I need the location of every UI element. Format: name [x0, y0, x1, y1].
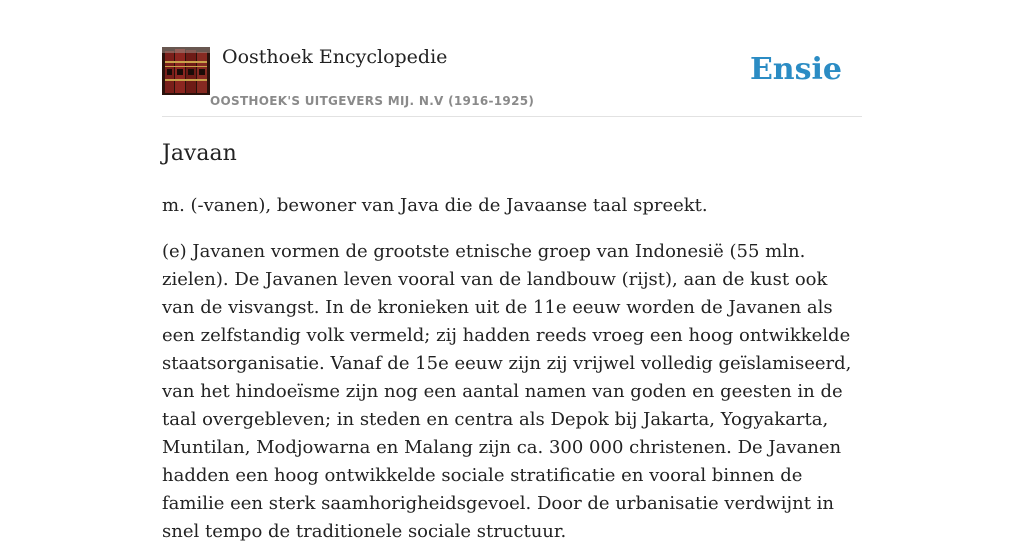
brand-logo-link[interactable]: Ensie [749, 52, 842, 87]
article-paragraph: m. (-vanen), bewoner van Java die de Javaanse taal spreekt. [162, 195, 708, 216]
source-header [162, 46, 862, 117]
article-headword: Javaan [162, 141, 237, 166]
source-subtitle: OOSTHOEK'S UITGEVERS MIJ. N.V (1916-1925) [210, 94, 535, 108]
article-paragraph: (e) Javanen vormen de grootste etnische groep van Indonesië (55 mln. zielen). De Javanen leven vooral van de landbouw (rijst), aan de kust ook van de visvangst. In de kronieken uit de 11e eeuw worden de Javanen als een zelfstandig volk vermeld; zij hadden reeds vroeg een hoog ontwikkelde staatsorganisatie. Vanaf de 15e eeuw zijn zij vrijwel volledig geïslamiseerd, van het hindoeïsme zijn nog een aantal namen van goden en geesten in de taal overgebleven; in steden en centra als Depok bij Jakarta, Yogyakarta, Muntilan, Modjowarna en Malang zijn ca. 300 000 christenen. De Javanen hadden een hoog ontwikkelde sociale stratificatie en vooral binnen de familie een sterk saamhorigheidsgevoel. Door de urbanisatie verdwijnt in snel tempo de traditionele sociale structuur. [162, 241, 852, 542]
article [162, 136, 862, 546]
source-avatar[interactable] [162, 47, 210, 95]
book-spines-icon [162, 47, 210, 95]
source-title[interactable]: Oosthoek Encyclopedie [222, 46, 448, 68]
